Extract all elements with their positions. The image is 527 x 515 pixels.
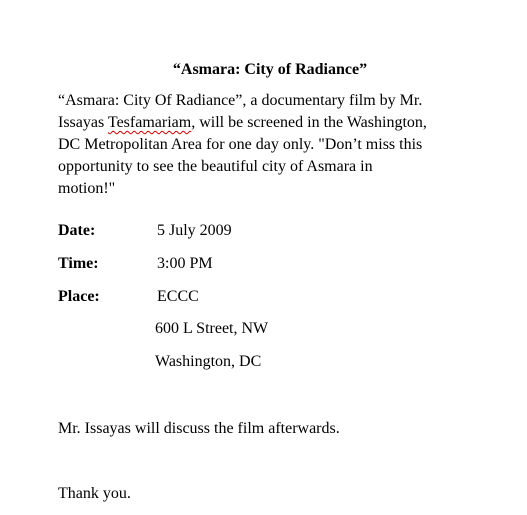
time-value: 3:00 PM — [157, 255, 213, 272]
paragraph-line-1: “Asmara: City Of Radiance”, a documentary film by Mr. — [58, 92, 423, 109]
date-label: Date: — [58, 222, 96, 239]
paragraph-line-3: DC Metropolitan Area for one day only. "Don’t miss this — [58, 136, 423, 153]
paragraph-line-4: opportunity to see the beautiful city of Asmara in — [58, 158, 373, 175]
place-street: 600 L Street, NW — [155, 320, 269, 337]
date-value: 5 July 2009 — [157, 222, 232, 239]
place-city: Washington, DC — [155, 353, 262, 370]
spellcheck-flagged-word[interactable]: Tesfamariam — [107, 114, 192, 131]
paragraph-line-5: motion!" — [58, 180, 116, 197]
paragraph-line-2-end: , will be screened in the Washington, — [191, 114, 427, 131]
discussion-note: Mr. Issayas will discuss the film afterwards. — [58, 420, 340, 437]
thank-you-note: Thank you. — [58, 485, 131, 502]
document-title: “Asmara: City of Radiance” — [172, 61, 368, 78]
place-name: ECCC — [157, 288, 199, 305]
announcement-paragraph — [58, 90, 508, 200]
place-label: Place: — [58, 288, 100, 305]
time-label: Time: — [58, 255, 99, 272]
paragraph-line-2-start: Issayas — [58, 114, 108, 131]
paragraph-line-2 — [58, 112, 508, 134]
